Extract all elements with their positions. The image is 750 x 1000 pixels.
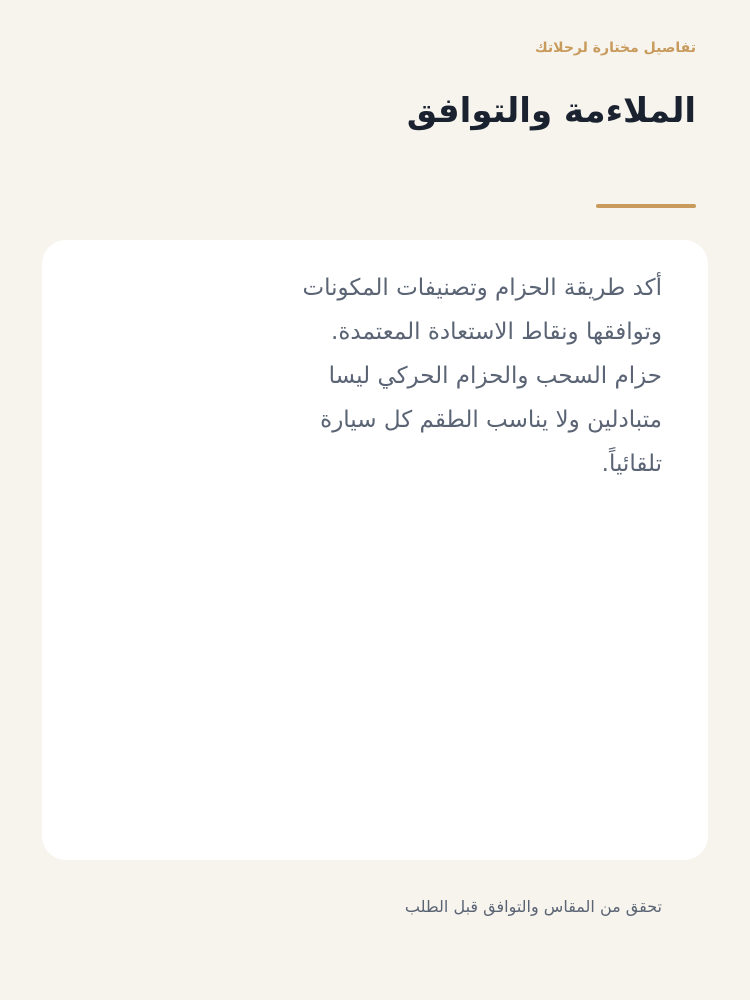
page-title: الملاءمة والتوافق bbox=[406, 91, 696, 131]
footer-note: تحقق من المقاس والتوافق قبل الطلب bbox=[404, 897, 662, 916]
accent-divider bbox=[596, 204, 696, 208]
section-eyebrow: تفاصيل مختارة لرحلاتك bbox=[534, 40, 696, 56]
info-card bbox=[42, 240, 708, 860]
card-body-text: أكد طريقة الحزام وتصنيفات المكونات وتوافقها ونقاط الاستعادة المعتمدة. حزام السحب والحزام الحركي ليسا متبادلين ولا يناسب الطقم كل سيارة تلقائياً. bbox=[302, 275, 662, 477]
